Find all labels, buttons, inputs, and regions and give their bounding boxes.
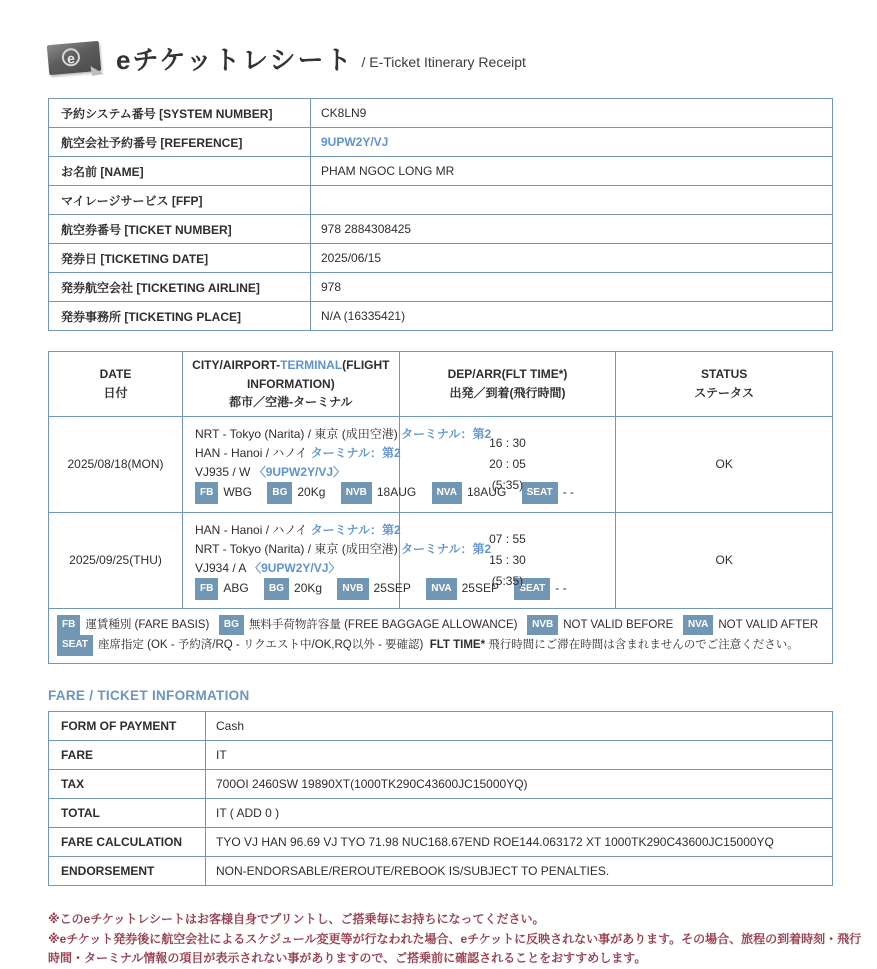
eticket-icon bbox=[47, 41, 101, 75]
fare-value: IT bbox=[206, 740, 833, 769]
ticketing-date-label: 発券日 [TICKETING DATE] bbox=[49, 244, 311, 273]
name-label: お名前 [NAME] bbox=[49, 157, 311, 186]
fb-badge: FB bbox=[195, 578, 218, 600]
baggage-value: 20Kg bbox=[294, 580, 323, 595]
nva-value: 25SEP bbox=[461, 580, 499, 595]
bg-badge: BG bbox=[264, 578, 289, 600]
footer-note-2: ※eチケット発券後に航空会社によるスケジュール変更等が行なわれた場合、eチケットに反映されない事があります。その場合、旅程の到着時刻・飛行時間・ターミナル情報の項目が表示されない事がありますので、ご搭乗前に確認されることをおすすめします。 bbox=[48, 931, 862, 966]
seat-badge: SEAT bbox=[514, 578, 550, 600]
destination-city: HAN - Hanoi / ハノイ bbox=[195, 445, 308, 460]
nva-badge: NVA bbox=[426, 578, 456, 600]
booking-reference: 〈9UPW2Y/VJ〉 bbox=[253, 464, 346, 479]
col-header-date-en: DATE bbox=[99, 367, 132, 382]
table-row bbox=[49, 273, 833, 302]
flight-duration: (5:35) bbox=[491, 477, 524, 492]
col-header-deparr-en: DEP/ARR(FLT TIME*) bbox=[447, 367, 568, 382]
nvb-value: 25SEP bbox=[373, 580, 411, 595]
fare-calculation-value: TYO VJ HAN 96.69 VJ TYO 71.98 NUC168.67END ROE144.063172 XT 1000TK290C43600JC15000YQ bbox=[206, 827, 833, 856]
flt-time-note: 飛行時間にご滞在時間は含まれませんのでご注意ください。 bbox=[488, 639, 799, 652]
col-header-city bbox=[183, 352, 400, 417]
nvb-legend-text: NOT VALID BEFORE bbox=[563, 618, 674, 631]
flight-table-header-row bbox=[49, 352, 833, 417]
table-row bbox=[49, 186, 833, 215]
table-row bbox=[49, 827, 833, 856]
destination-terminal: ターミナル：第2 bbox=[310, 445, 401, 460]
form-of-payment-label: FORM OF PAYMENT bbox=[49, 711, 206, 740]
baggage-value: 20Kg bbox=[297, 484, 326, 499]
fare-label: FARE bbox=[49, 740, 206, 769]
endorsement-label: ENDORSEMENT bbox=[49, 856, 206, 885]
origin-city: HAN - Hanoi / ハノイ bbox=[195, 522, 308, 537]
col-header-date bbox=[49, 352, 183, 417]
ticketing-date-value: 2025/06/15 bbox=[311, 244, 833, 273]
ticketing-place-value: N/A (16335421) bbox=[311, 302, 833, 331]
bg-badge: BG bbox=[267, 482, 292, 504]
col-header-city-post: (FLIGHT INFORMATION) bbox=[246, 358, 390, 391]
origin-terminal: ターミナル：第2 bbox=[310, 522, 401, 537]
col-header-date-jp: 日付 bbox=[103, 385, 128, 400]
ticket-number-label: 航空券番号 [TICKET NUMBER] bbox=[49, 215, 311, 244]
fb-legend-text: 運賃種別 (FARE BASIS) bbox=[85, 618, 210, 631]
col-header-status-jp: ステータス bbox=[694, 385, 755, 400]
nva-value: 18AUG bbox=[466, 484, 507, 499]
nvb-badge: NVB bbox=[341, 482, 372, 504]
col-header-city-terminal: TERMINAL bbox=[280, 358, 343, 372]
fb-badge: FB bbox=[57, 615, 80, 636]
table-row bbox=[49, 302, 833, 331]
flight-duration: (5:35) bbox=[491, 573, 524, 588]
origin-city: NRT - Tokyo (Narita) / 東京 (成田空港) bbox=[195, 426, 398, 441]
fare-info-table bbox=[48, 711, 833, 886]
eticket-icon-letter: e bbox=[61, 48, 81, 68]
flight-number: VJ934 / A bbox=[195, 560, 246, 575]
page-title-en: / E-Ticket Itinerary Receipt bbox=[361, 54, 526, 70]
name-value: PHAM NGOC LONG MR bbox=[311, 157, 833, 186]
ticketing-airline-value: 978 bbox=[311, 273, 833, 302]
form-of-payment-value: Cash bbox=[206, 711, 833, 740]
ffp-value bbox=[311, 186, 833, 215]
flight-number: VJ935 / W bbox=[195, 464, 251, 479]
table-row bbox=[49, 157, 833, 186]
departure-time: 16 : 30 bbox=[489, 435, 526, 450]
flight-row-outbound bbox=[49, 416, 833, 512]
arrival-time: 15 : 30 bbox=[489, 552, 526, 567]
table-row bbox=[49, 798, 833, 827]
footer-notes bbox=[48, 910, 870, 969]
legend-line-2 bbox=[57, 635, 824, 656]
reference-value: 9UPW2Y/VJ bbox=[311, 128, 833, 157]
table-row bbox=[49, 128, 833, 157]
destination-line bbox=[195, 444, 401, 463]
col-header-status bbox=[616, 352, 833, 417]
booking-reference: 〈9UPW2Y/VJ〉 bbox=[249, 560, 341, 575]
tax-value: 700OI 2460SW 19890XT(1000TK290C43600JC15000YQ) bbox=[206, 769, 833, 798]
destination-line bbox=[195, 540, 492, 559]
booking-info-table bbox=[48, 98, 833, 331]
fb-badge: FB bbox=[195, 482, 218, 504]
legend-line-1 bbox=[57, 615, 824, 636]
tax-label: TAX bbox=[49, 769, 206, 798]
nva-badge: NVA bbox=[683, 615, 713, 636]
table-row bbox=[49, 244, 833, 273]
page-title-jp: eチケットレシート bbox=[116, 44, 354, 75]
origin-terminal: ターミナル：第2 bbox=[401, 426, 492, 441]
reference-label: 航空会社予約番号 [REFERENCE] bbox=[49, 128, 311, 157]
col-header-deparr-jp: 出発／到着(飛行時間) bbox=[449, 385, 566, 400]
origin-line bbox=[195, 521, 401, 540]
table-row bbox=[49, 711, 833, 740]
ticket-number-value: 978 2884308425 bbox=[311, 215, 833, 244]
nvb-value: 18AUG bbox=[376, 484, 417, 499]
nva-legend-text: NOT VALID AFTER bbox=[718, 618, 819, 631]
arrival-time: 20 : 05 bbox=[489, 456, 526, 471]
status-badge: OK bbox=[616, 416, 833, 512]
fare-calculation-label: FARE CALCULATION bbox=[49, 827, 206, 856]
seat-badge: SEAT bbox=[522, 482, 558, 504]
system-number-label: 予約システム番号 [SYSTEM NUMBER] bbox=[49, 99, 311, 128]
seat-badge: SEAT bbox=[57, 635, 93, 656]
table-row bbox=[49, 740, 833, 769]
legend bbox=[49, 608, 833, 663]
col-header-city-pre: CITY/AIRPORT- bbox=[192, 358, 281, 372]
flight-itinerary-table bbox=[48, 351, 833, 664]
nvb-badge: NVB bbox=[337, 578, 368, 600]
nvb-badge: NVB bbox=[527, 615, 558, 636]
table-row bbox=[49, 769, 833, 798]
destination-terminal: ターミナル：第2 bbox=[401, 541, 492, 556]
system-number-value: CK8LN9 bbox=[311, 99, 833, 128]
seat-legend-text: 座席指定 (OK - 予約済/RQ - リクエスト中/OK,RQ以外 - 要確認) bbox=[97, 639, 424, 652]
col-header-deparr bbox=[399, 352, 616, 417]
col-header-status-en: STATUS bbox=[701, 367, 748, 382]
table-row bbox=[49, 856, 833, 885]
ticketing-airline-label: 発券航空会社 [TICKETING AIRLINE] bbox=[49, 273, 311, 302]
departure-time: 07 : 55 bbox=[489, 531, 526, 546]
total-label: TOTAL bbox=[49, 798, 206, 827]
ffp-label: マイレージサービス [FFP] bbox=[49, 186, 311, 215]
total-value: IT ( ADD 0 ) bbox=[206, 798, 833, 827]
flight-date: 2025/09/25(THU) bbox=[49, 512, 183, 608]
nva-badge: NVA bbox=[432, 482, 462, 504]
footer-note-1: ※このeチケットレシートはお客様自身でプリントし、ご搭乗毎にお持ちになってください。 bbox=[48, 911, 545, 926]
flight-date: 2025/08/18(MON) bbox=[49, 416, 183, 512]
flight-number-line bbox=[195, 559, 397, 578]
endorsement-value: NON-ENDORSABLE/REROUTE/REBOOK IS/SUBJECT TO PENALTIES. bbox=[206, 856, 833, 885]
bg-legend-text: 無料手荷物許容量 (FREE BAGGAGE ALLOWANCE) bbox=[248, 618, 518, 631]
status-badge: OK bbox=[616, 512, 833, 608]
page-header bbox=[48, 38, 877, 78]
bg-badge: BG bbox=[219, 615, 244, 636]
table-row bbox=[49, 215, 833, 244]
eticket-icon-fold bbox=[90, 64, 103, 76]
table-row bbox=[49, 99, 833, 128]
col-header-city-jp: 都市／空港-ターミナル bbox=[229, 395, 353, 410]
flight-row-return bbox=[49, 512, 833, 608]
flight-number-line bbox=[195, 463, 397, 482]
legend-row bbox=[49, 608, 833, 663]
ticketing-place-label: 発券事務所 [TICKETING PLACE] bbox=[49, 302, 311, 331]
origin-line bbox=[195, 425, 492, 444]
fare-section-title: FARE / TICKET INFORMATION bbox=[48, 687, 250, 703]
fare-basis-value: ABG bbox=[223, 580, 249, 595]
fare-basis-value: WBG bbox=[223, 484, 253, 499]
flt-time-label: FLT TIME* bbox=[429, 639, 486, 652]
seat-value: - - bbox=[555, 580, 567, 595]
seat-value: - - bbox=[562, 484, 574, 499]
destination-city: NRT - Tokyo (Narita) / 東京 (成田空港) bbox=[195, 541, 398, 556]
